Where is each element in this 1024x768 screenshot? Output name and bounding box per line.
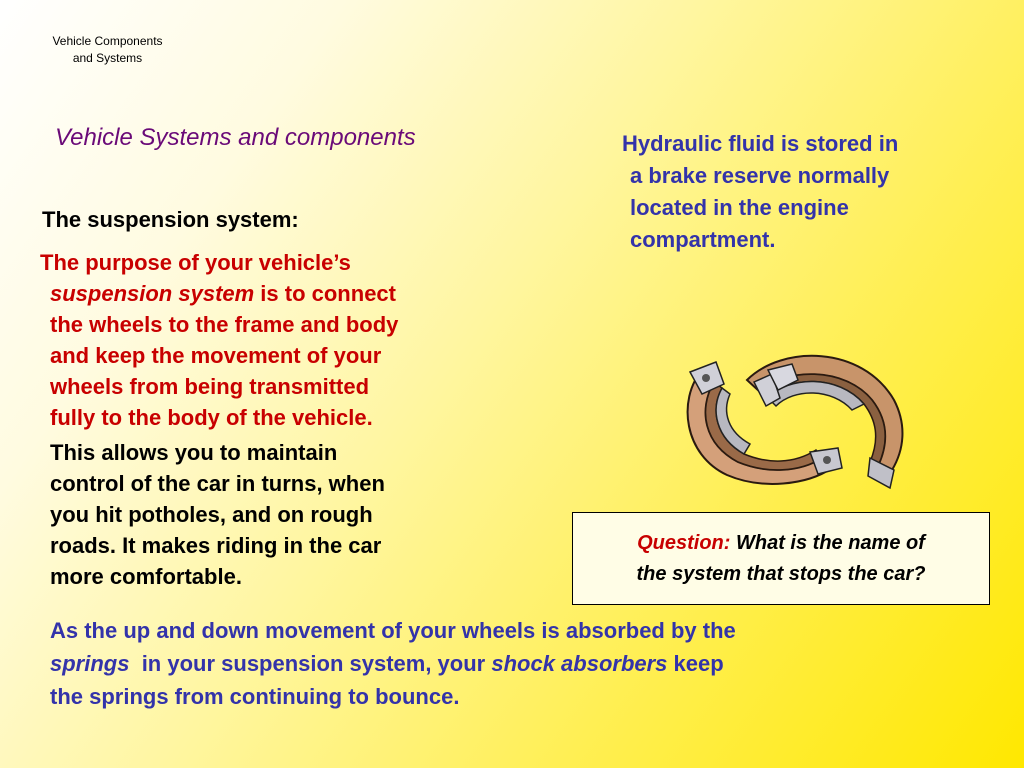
suspension-benefit-text	[50, 437, 510, 592]
slide-title: Vehicle Systems and components	[55, 124, 416, 151]
hydraulic-line-2: a brake reserve normally	[630, 163, 890, 188]
allows-line-3: you hit potholes, and on rough	[50, 502, 373, 527]
question-label: Question:	[637, 531, 731, 554]
brake-shoes-icon	[672, 340, 917, 505]
allows-line-1: This allows you to maintain	[50, 440, 338, 465]
header-line-1: Vehicle Components	[52, 34, 163, 48]
brake-shoes-drawing	[672, 340, 917, 505]
bottom-line-2-mid: in your suspension system, your	[129, 651, 492, 676]
purpose-line-4: and keep the movement of your	[50, 343, 382, 368]
question-line-2: the system that stops the car?	[636, 562, 926, 585]
allows-line-2: control of the car in turns, when	[50, 471, 385, 496]
springs-term: springs	[50, 651, 130, 676]
purpose-line-3: the wheels to the frame and body	[50, 312, 399, 337]
purpose-line-2-rest: is to connect	[254, 281, 396, 306]
allows-line-5: more comfortable.	[50, 564, 242, 589]
bottom-line-1: As the up and down movement of your wheels is absorbed by the	[50, 618, 736, 643]
hydraulic-line-4: compartment.	[630, 227, 776, 252]
purpose-line-6: fully to the body of the vehicle.	[50, 405, 373, 430]
question-box	[572, 512, 990, 605]
question-line-1	[637, 528, 925, 559]
suspension-purpose-text	[40, 247, 510, 433]
shock-absorber-text	[50, 614, 1010, 713]
suspension-heading: The suspension system:	[42, 207, 299, 232]
purpose-line-5: wheels from being transmitted	[50, 374, 370, 399]
hydraulic-line-1: Hydraulic fluid is stored in	[622, 131, 899, 156]
allows-line-4: roads. It makes riding in the car	[50, 533, 382, 558]
bottom-line-3: the springs from continuing to bounce.	[50, 684, 460, 709]
hydraulic-line-3: located in the engine	[630, 195, 849, 220]
purpose-line-2	[40, 278, 510, 309]
bottom-line-2	[50, 647, 1010, 680]
header-note	[20, 33, 195, 67]
bottom-line-2-end: keep	[667, 651, 724, 676]
hydraulic-fluid-text	[622, 128, 1002, 256]
shock-absorbers-term: shock absorbers	[491, 651, 668, 676]
header-line-2: and Systems	[72, 51, 143, 65]
suspension-system-term: suspension system	[50, 281, 255, 306]
purpose-line-1: The purpose of your vehicle’s	[40, 250, 351, 275]
question-text-1: What is the name of	[730, 531, 925, 554]
